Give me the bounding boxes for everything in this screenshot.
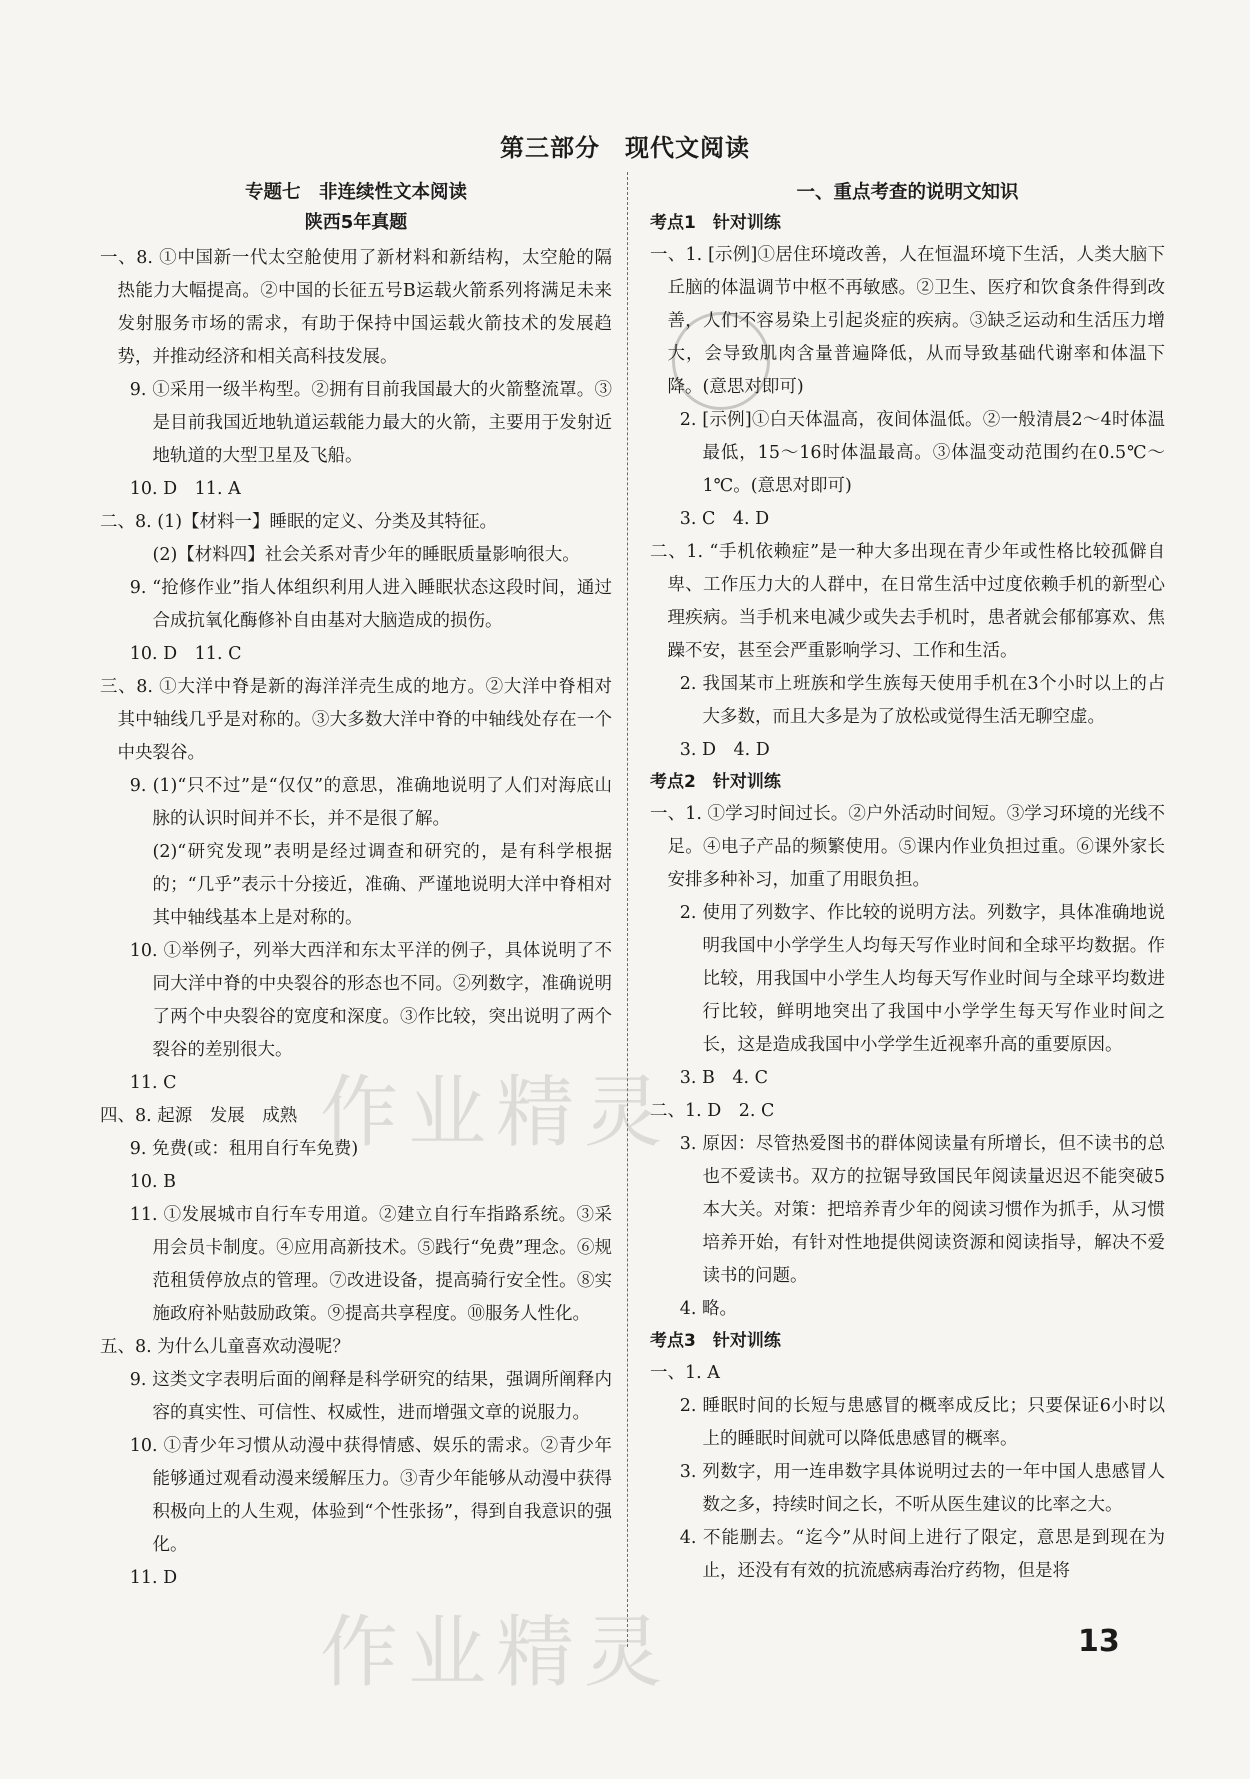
answer-entry: (2)“研究发现”表明是经过调查和研究的，是有科学根据的；“几乎”表示十分接近，准确、严谨地说明大洋中脊相对其中轴线基本上是对称的。 [152, 842, 612, 928]
answer-entry: 9. 免费(或：租用自行车免费) [129, 1139, 359, 1159]
answer-entry: 一、1. ①学习时间过长。②户外活动时间短。③学习环境的光线不足。④电子产品的频繁使用。⑤课内作业负担过重。⑥课外家长安排多种补习，加重了用眼负担。 [650, 804, 1165, 890]
section-heading: 专题七 非连续性文本阅读 [244, 182, 467, 203]
answer-entry: 2. 使用了列数字、作比较的说明方法。列数字，具体准确地说明我国中小学学生人均每天写作业时间和全球平均数据。作比较，用我国中小学生人均每天写作业时间与全球平均数进行比较，鲜明地突出了我国中小学学生每天写作业时间之长，这是造成我国中小学学生近视率升高的重要原因。 [679, 903, 1165, 1055]
section-subheading: 陕西5年真题 [304, 212, 408, 233]
answer-entry: 10. ①举例子，列举大西洋和东太平洋的例子，具体说明了不同大洋中脊的中央裂谷的形态也不同。②列数字，准确说明了两个中央裂谷的宽度和深度。③作比较，突出说明了两个裂谷的差别很大。 [129, 941, 612, 1060]
answer-entry: 2. 我国某市上班族和学生族每天使用手机在3个小时以上的占大多数，而且大多是为了放松或觉得生活无聊空虚。 [679, 674, 1165, 727]
answer-entry: 10. ①青少年习惯从动漫中获得情感、娱乐的需求。②青少年能够通过观看动漫来缓解压力。③青少年能够从动漫中获得积极向上的人生观，体验到“个性张扬”，得到自我意识的强化。 [129, 1436, 612, 1555]
answer-entry: 10. B [129, 1172, 177, 1192]
answer-entry: 二、1. D 2. C [650, 1101, 775, 1121]
left-column [100, 178, 612, 1595]
answer-entry: 二、1. “手机依赖症”是一种大多出现在青少年或性格比较孤僻自卑、工作压力大的人群中，在日常生活中过度依赖手机的新型心理疾病。当手机来电减少或失去手机时，患者就会郁郁寡欢、焦躁不安，甚至会严重影响学习、工作和生活。 [650, 542, 1165, 661]
page-number: 13 [1078, 1624, 1120, 1659]
answer-entry: 2. [示例]①白天体温高，夜间体温低。②一般清晨2～4时体温最低，15～16时体温最高。③体温变动范围约在0.5℃～1℃。(意思对即可) [679, 410, 1165, 496]
answer-entry: 3. 列数字，用一连串数字具体说明过去的一年中国人患感冒人数之多，持续时间之长，不听从医生建议的比率之大。 [679, 1462, 1165, 1515]
answer-entry: 11. D [129, 1568, 178, 1588]
answer-entry: 2. 睡眠时间的长短与患感冒的概率成反比；只要保证6小时以上的睡眠时间就可以降低患感冒的概率。 [679, 1396, 1165, 1449]
watermark: 作业精灵 [320, 1068, 673, 1158]
exam-point-heading: 考点3 针对训练 [650, 1331, 781, 1351]
answer-entry: 一、8. ①中国新一代太空舱使用了新材料和新结构，太空舱的隔热能力大幅提高。②中国的长征五号B运载火箭系列将满足未来发射服务市场的需求，有助于保持中国运载火箭技术的发展趋势，并推动经济和相关高科技发展。 [100, 248, 612, 367]
answer-entry: 4. 略。 [679, 1299, 738, 1319]
column-divider [627, 172, 628, 1647]
answer-entry: 10. D 11. A [129, 479, 241, 499]
answer-entry: 9. ①采用一级半构型。②拥有目前我国最大的火箭整流罩。③是目前我国近地轨道运载能力最大的火箭，主要用于发射近地轨道的大型卫星及飞船。 [129, 380, 612, 466]
answer-entry: 10. D 11. C [129, 644, 242, 664]
answer-entry: 9. “抢修作业”指人体组织利用人进入睡眠状态这段时间，通过合成抗氧化酶修补自由基对大脑造成的损伤。 [129, 578, 612, 631]
answer-entry: 一、1. A [650, 1363, 720, 1383]
answer-entry: 11. ①发展城市自行车专用道。②建立自行车指路系统。③采用会员卡制度。④应用高新技术。⑤践行“免费”理念。⑥规范租赁停放点的管理。⑦改进设备，提高骑行安全性。⑧实施政府补贴鼓励政策。⑨提高共享程度。⑩服务人性化。 [129, 1205, 612, 1324]
answer-entry: 一、1. [示例]①居住环境改善，人在恒温环境下生活，人类大脑下丘脑的体温调节中枢不再敏感。②卫生、医疗和饮食条件得到改善，人们不容易染上引起炎症的疾病。③缺乏运动和生活压力增大，会导致肌肉含量普遍降低，从而导致基础代谢率和体温下降。(意思对即可) [650, 245, 1165, 397]
exam-point-heading: 考点2 针对训练 [650, 772, 781, 792]
answer-entry: 11. C [129, 1073, 177, 1093]
answer-entry: 3. D 4. D [679, 740, 770, 760]
answer-entry: (2)【材料四】社会关系对青少年的睡眠质量影响很大。 [152, 545, 580, 565]
section-heading: 一、重点考查的说明文知识 [796, 182, 1019, 203]
answer-entry: 二、8. (1)【材料一】睡眠的定义、分类及其特征。 [100, 512, 498, 532]
answer-entry: 3. C 4. D [679, 509, 770, 529]
answer-entry: 9. (1)“只不过”是“仅仅”的意思，准确地说明了人们对海底山脉的认识时间并不长，并不是很了解。 [129, 776, 612, 829]
page-title: 第三部分 现代文阅读 [500, 134, 750, 162]
answer-entry: 9. 这类文字表明后面的阐释是科学研究的结果，强调所阐释内容的真实性、可信性、权威性，进而增强文章的说服力。 [129, 1370, 612, 1423]
answer-entry: 3. 原因：尽管热爱图书的群体阅读量有所增长，但不读书的总也不爱读书。双方的拉锯导致国民年阅读量迟迟不能突破5本大关。对策：把培养青少年的阅读习惯作为抓手，从习惯培养开始，有针对性地提供阅读资源和阅读指导，解决不爱读书的问题。 [679, 1134, 1165, 1286]
watermark: 作业精灵 [320, 1608, 673, 1698]
exam-point-heading: 考点1 针对训练 [650, 213, 781, 233]
answer-entry: 3. B 4. C [679, 1068, 769, 1088]
answer-entry: 三、8. ①大洋中脊是新的海洋洋壳生成的地方。②大洋中脊相对其中轴线几乎是对称的。③大多数大洋中脊的中轴线处存在一个中央裂谷。 [100, 677, 612, 763]
answer-entry: 四、8. 起源 发展 成熟 [100, 1106, 298, 1126]
answer-entry: 五、8. 为什么儿童喜欢动漫呢？ [100, 1337, 350, 1357]
answer-entry: 4. 不能删去。“迄今”从时间上进行了限定，意思是到现在为止，还没有有效的抗流感病毒治疗药物，但是将 [679, 1528, 1165, 1581]
